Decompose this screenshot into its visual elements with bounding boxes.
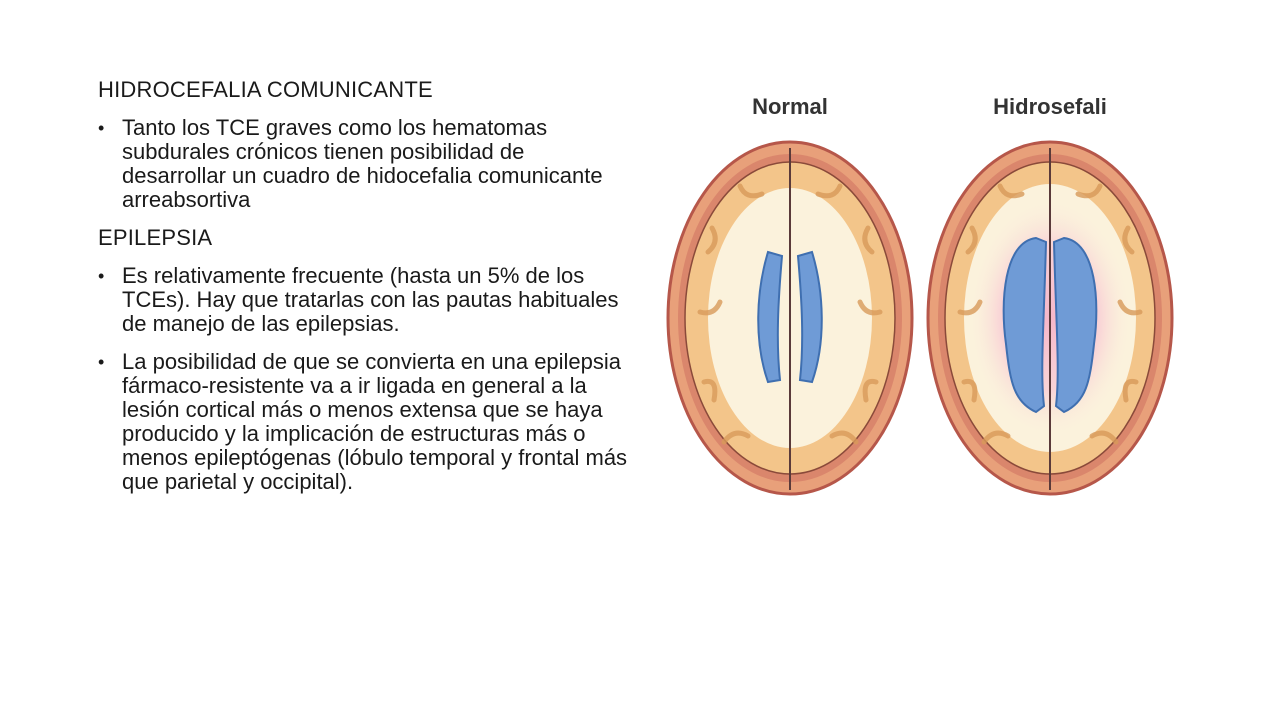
bullet-item [98,350,628,494]
heading-epilepsia: EPILEPSIA [98,225,213,250]
brain-normal [668,142,912,494]
brain-comparison-figure [664,82,1176,512]
bullet-icon: • [98,118,105,138]
bullet-text: Es relativamente frecuente (hasta un 5% de los TCEs). Hay que tratarlas con las pautas habituales de manejo de las epilepsias. [122,263,619,336]
bullet-text: Tanto los TCE graves como los hematomas subdurales crónicos tienen posibilidad de desarrollar un cuadro de hidocefalia comunicante arreabsortiva [122,115,603,212]
text-column [98,74,628,508]
bullet-icon: • [98,352,105,372]
brain-hidrosefali [928,142,1172,494]
brain-illustration [664,82,1176,512]
bullet-text: La posibilidad de que se convierta en una epilepsia fármaco-resistente va a ir ligada en general a la lesión cortical más o menos extensa que se haya producido y la implicación de estructuras más o menos epileptógenas (lóbulo temporal y frontal más que parietal y occipital). [122,349,628,494]
bullet-icon: • [98,266,105,286]
label-hidrosefali: Hidrosefali [993,94,1107,119]
bullet-item [98,116,628,212]
label-normal: Normal [752,94,828,119]
bullet-item [98,264,628,336]
heading-hidrocefalia: HIDROCEFALIA COMUNICANTE [98,77,433,102]
